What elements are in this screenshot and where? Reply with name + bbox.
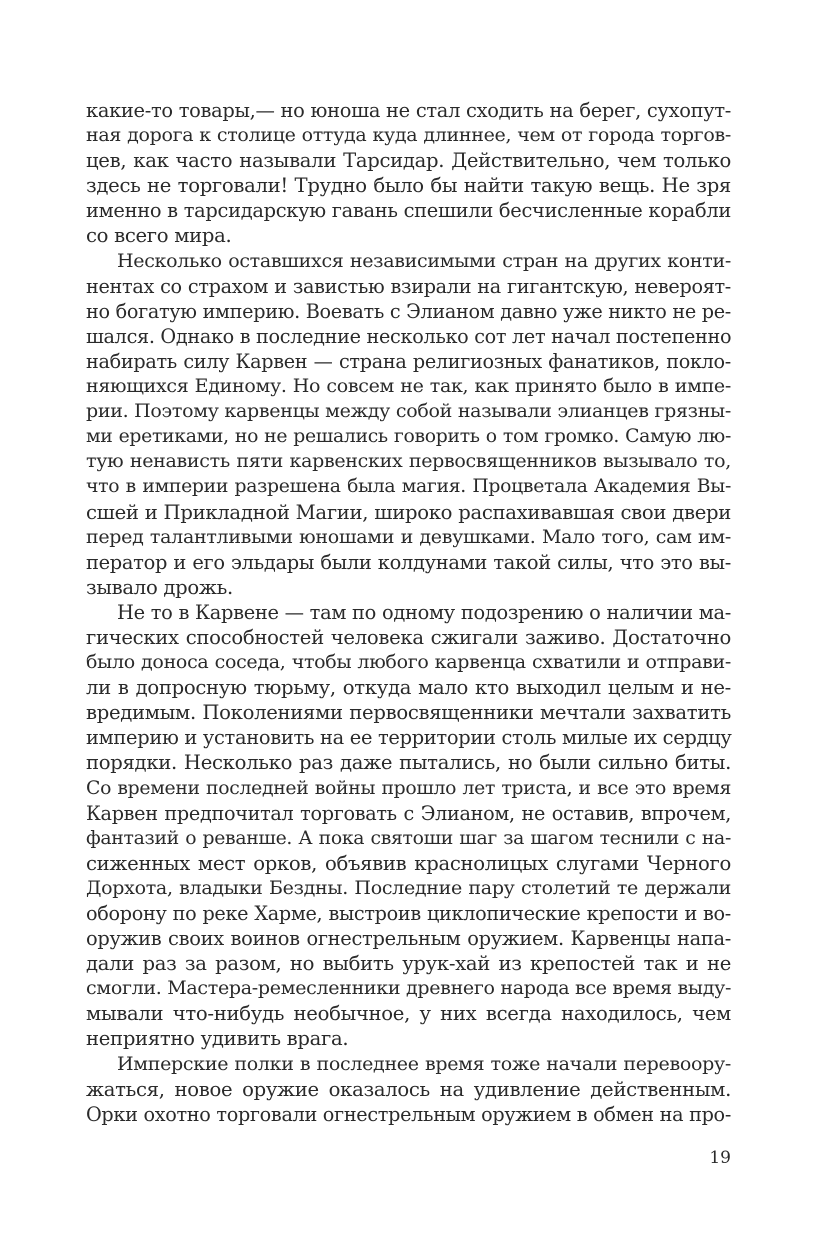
text-line: ли в допросную тюрьму, откуда мало кто выходил целым и не- <box>86 676 731 700</box>
text-line: няющихся Единому. Но совсем не так, как принято было в импе- <box>86 375 731 398</box>
text-line: Имперские полки в последнее время тоже начали перевоору- <box>117 1052 731 1075</box>
text-line: жаться, новое оружие оказалось на удивление действенным. <box>86 1077 731 1101</box>
text-line: рии. Поэтому карвенцы между собой называли элианцев грязны- <box>86 400 731 423</box>
text-line: вредимым. Поколениями первосвященники мечтали захватить <box>86 701 731 725</box>
text-line: со всего мира. <box>86 224 232 248</box>
text-line: шался. Однако в последние несколько сот лет начал постепенно <box>86 324 732 348</box>
text-line: было доноса соседа, чтобы любого карвенца схватили и отправи- <box>86 651 731 674</box>
text-line: сиженных мест орков, объявив краснолицых слугами Черного <box>86 851 731 875</box>
text-line: мывали что-нибудь необычное, у них всегда находилось, чем <box>86 1002 731 1026</box>
text-line: но богатую империю. Воевать с Элианом давно уже никто не ре- <box>86 299 731 323</box>
text-line: зывало дрожь. <box>86 575 233 599</box>
book-page-text <box>86 98 731 1127</box>
text-line: ператор и его эльдары были колдунами такой силы, что это вы- <box>86 550 731 574</box>
text-line: цев, как часто называли Тарсидар. Действительно, чем только <box>86 149 731 173</box>
text-line: именно в тарсидарскую гавань спешили бесчисленные корабли <box>86 199 731 223</box>
text-line: неприятно удивить врага. <box>86 1027 349 1051</box>
text-line: ная дорога к столице оттуда куда длиннее, чем от города торгов- <box>86 124 731 147</box>
text-line: сшей и Прикладной Магии, широко распахивавшая свои двери <box>86 500 731 524</box>
text-line: фантазий о реванше. А пока святоши шаг за шагом теснили с на- <box>86 827 731 849</box>
text-line: оружив своих воинов огнестрельным оружием. Карвенцы напа- <box>86 927 731 951</box>
text-line: какие-то товары,— но юноша не стал сходить на берег, сухопут- <box>86 99 731 122</box>
text-line: ми еретиками, но не решались говорить о том громко. Самую лю- <box>86 426 731 448</box>
text-line: Со времени последней войны прошло лет триста, и все это время <box>86 777 731 799</box>
text-line: Не то в Карвене — там по одному подозрению о наличии ма- <box>117 600 731 624</box>
text-line: империю и установить на ее территории столь милые их сердцу <box>86 726 732 750</box>
text-line: оборону по реке Харме, выстроив циклопические крепости и во- <box>86 902 731 925</box>
text-line: Дорхота, владыки Бездны. Последние пару столетий те держали <box>86 876 731 899</box>
text-line: набирать силу Карвен — страна религиозных фанатиков, покло- <box>86 349 731 373</box>
text-line: дали раз за разом, но выбить урук-хай из крепостей так и не <box>86 952 731 976</box>
text-line: перед талантливыми юношами и девушками. Мало того, сам им- <box>86 525 731 548</box>
text-line: порядки. Несколько раз даже пытались, но были сильно биты. <box>86 751 731 775</box>
text-line: что в империи разрешена была магия. Процветала Академия Вы- <box>86 476 731 498</box>
text-line: Несколько оставшихся независимыми стран на других конти- <box>117 249 731 272</box>
text-line: нентах со страхом и завистью взирали на гигантскую, невероят- <box>86 274 731 298</box>
text-line: гических способностей человека сжигали заживо. Достаточно <box>86 625 731 649</box>
page-number: 19 <box>709 1148 731 1168</box>
text-line: Орки охотно торговали огнестрельным оружием в обмен на про- <box>86 1102 731 1126</box>
text-line: тую ненависть пяти карвенских первосвященников вызывало то, <box>86 450 731 473</box>
text-line: здесь не торговали! Трудно было бы найти такую вещь. Не зря <box>86 174 731 198</box>
text-line: Карвен предпочитал торговать с Элианом, не оставив, впрочем, <box>86 801 731 825</box>
text-line: смогли. Мастера-ремесленники древнего народа все время выду- <box>86 977 732 1000</box>
